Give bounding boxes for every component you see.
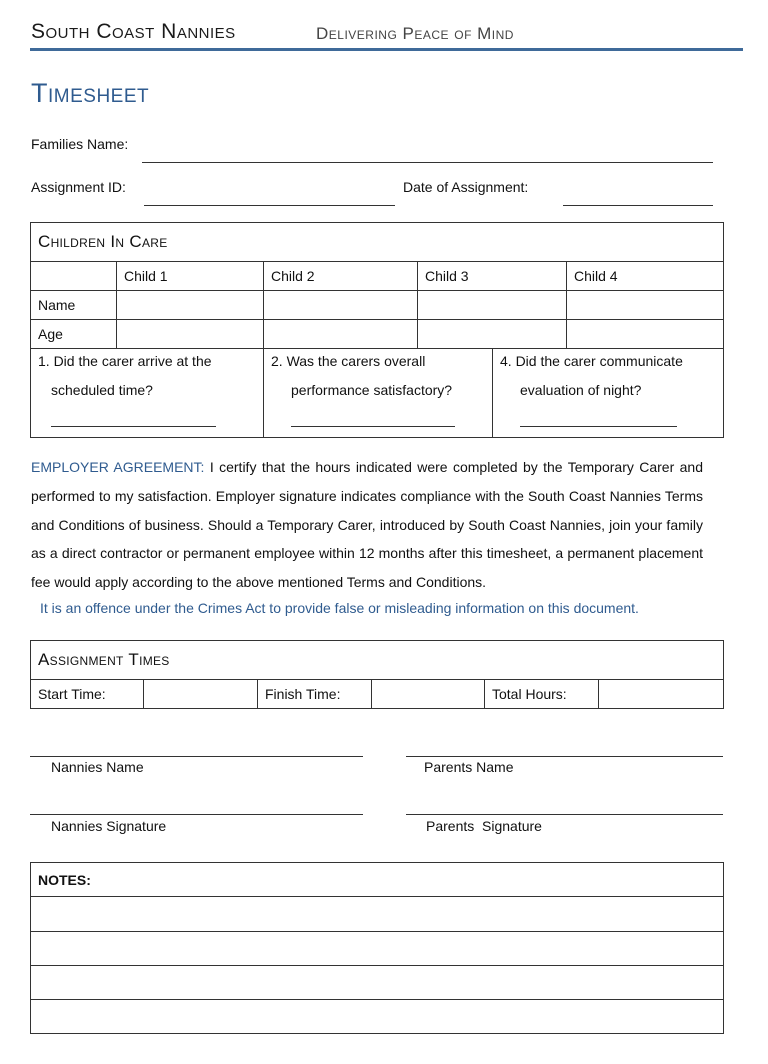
families-name-field[interactable]: [142, 162, 713, 163]
child-1-age-cell[interactable]: [117, 320, 264, 349]
nannies-name-line[interactable]: [30, 756, 363, 757]
children-in-care-heading: Children In Care: [38, 232, 168, 251]
finish-time-cell[interactable]: [372, 680, 485, 709]
nannies-name-label: Nannies Name: [51, 759, 144, 775]
header-rule: [30, 48, 743, 51]
child-2-header: Child 2: [264, 262, 418, 291]
start-time-label: Start Time:: [31, 680, 144, 709]
notes-heading: NOTES:: [31, 863, 724, 897]
child-1-name-cell[interactable]: [117, 291, 264, 320]
child-4-header: Child 4: [567, 262, 724, 291]
child-3-age-cell[interactable]: [418, 320, 567, 349]
employer-agreement: [31, 453, 703, 597]
total-hours-cell[interactable]: [599, 680, 724, 709]
notes-line[interactable]: [31, 1000, 724, 1034]
company-tagline: Delivering Peace of Mind: [316, 24, 514, 43]
question-4-answer-line[interactable]: [520, 426, 677, 427]
child-4-name-cell[interactable]: [567, 291, 724, 320]
page-title: Timesheet: [31, 78, 150, 108]
assignment-times-box: [30, 640, 724, 709]
question-1-answer-line[interactable]: [51, 426, 216, 427]
total-hours-label: Total Hours:: [485, 680, 599, 709]
notes-table: [30, 862, 724, 1034]
notes-line[interactable]: [31, 897, 724, 932]
parents-name-line[interactable]: [406, 756, 723, 757]
question-4-line1: 4. Did the carer communicate: [500, 353, 683, 369]
child-2-name-cell[interactable]: [264, 291, 418, 320]
parents-name-label: Parents Name: [424, 759, 514, 775]
age-row-label: Age: [31, 320, 117, 349]
question-4-line2: evaluation of night?: [520, 382, 642, 398]
nannies-signature-line[interactable]: [30, 814, 363, 815]
company-name: South Coast Nannies: [31, 20, 236, 43]
child-1-header: Child 1: [117, 262, 264, 291]
question-1-line1: 1. Did the carer arrive at the: [38, 353, 212, 369]
name-row-label: Name: [31, 291, 117, 320]
child-4-age-cell[interactable]: [567, 320, 724, 349]
child-2-age-cell[interactable]: [264, 320, 418, 349]
question-1-line2: scheduled time?: [51, 382, 153, 398]
offence-notice: It is an offence under the Crimes Act to provide false or misleading information on this document.: [40, 600, 639, 616]
assignment-id-field[interactable]: [144, 205, 395, 206]
children-table-corner: [31, 262, 117, 291]
finish-time-label: Finish Time:: [258, 680, 372, 709]
date-of-assignment-label: Date of Assignment:: [403, 179, 529, 195]
notes-line[interactable]: [31, 966, 724, 1000]
question-divider: [263, 349, 264, 437]
start-time-cell[interactable]: [144, 680, 258, 709]
children-table: [30, 261, 724, 349]
child-3-header: Child 3: [418, 262, 567, 291]
question-2-answer-line[interactable]: [291, 426, 455, 427]
question-2-line1: 2. Was the carers overall: [271, 353, 426, 369]
notes-line[interactable]: [31, 932, 724, 966]
nannies-signature-label: Nannies Signature: [51, 818, 167, 834]
employer-agreement-label: EMPLOYER AGREEMENT:: [31, 459, 205, 475]
assignment-id-label: Assignment ID:: [31, 179, 126, 195]
assignment-times-table: [30, 679, 724, 709]
question-2-line2: performance satisfactory?: [291, 382, 453, 398]
families-name-label: Families Name:: [31, 136, 129, 152]
parents-signature-line[interactable]: [406, 814, 723, 815]
assignment-times-heading: Assignment Times: [38, 650, 170, 669]
date-of-assignment-field[interactable]: [563, 205, 713, 206]
children-in-care-box: [30, 222, 724, 438]
parents-signature-label: Parents Signature: [426, 818, 542, 834]
child-3-name-cell[interactable]: [418, 291, 567, 320]
question-divider: [492, 349, 493, 437]
employer-agreement-text: I certify that the hours indicated were completed by the Temporary Carer and performed to my satisfaction. Employer signature indicates compliance with the South Coast Nannies Terms and Conditions of business. Should a Temporary Carer, introduced by South Coast Nannies, join your family as a direct contractor or permanent employee within 12 months after this timesheet, a permanent placement fee would apply according to the above mentioned Terms and Conditions.: [31, 459, 703, 591]
